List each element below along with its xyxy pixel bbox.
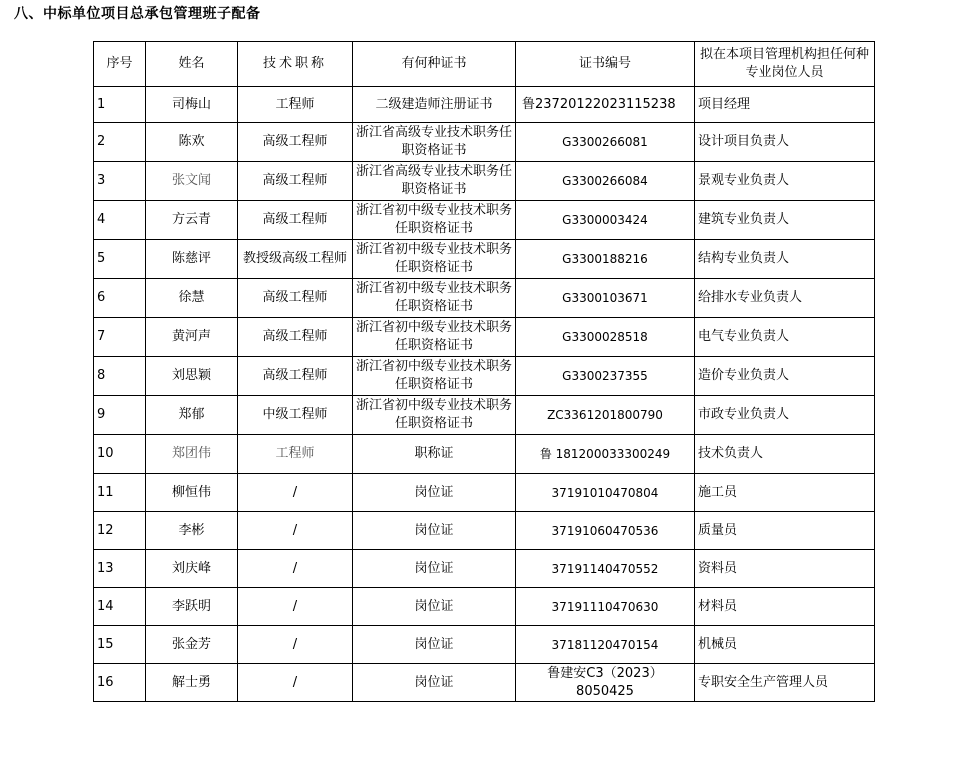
- table-row: [94, 240, 875, 279]
- cell-certificate-number: G3300237355: [516, 357, 695, 396]
- cell-name: 徐慧: [146, 279, 238, 318]
- cell-certificate: 浙江省初中级专业技术职务任职资格证书: [353, 396, 516, 435]
- column-header-title: 技术职称: [238, 42, 353, 87]
- cell-certificate-number: ZC3361201800790: [516, 396, 695, 435]
- cell-name: 刘庆峰: [146, 550, 238, 588]
- cell-position: 电气专业负责人: [695, 318, 875, 357]
- cell-index: 8: [94, 357, 146, 396]
- cell-index: 12: [94, 512, 146, 550]
- table-row: [94, 87, 875, 123]
- cell-index: 10: [94, 435, 146, 474]
- table-header-row: [94, 42, 875, 87]
- cell-certificate: 岗位证: [353, 550, 516, 588]
- table-row: [94, 435, 875, 474]
- cell-title: 高级工程师: [238, 201, 353, 240]
- table-row: [94, 626, 875, 664]
- cell-name: 解士勇: [146, 664, 238, 702]
- cell-name: 张文闻: [146, 162, 238, 201]
- staff-table: [93, 41, 875, 702]
- cell-title: 工程师: [238, 435, 353, 474]
- cell-certificate: 岗位证: [353, 588, 516, 626]
- table-row: [94, 512, 875, 550]
- cell-index: 2: [94, 123, 146, 162]
- cell-position: 造价专业负责人: [695, 357, 875, 396]
- cell-certificate-number: 37191010470804: [516, 474, 695, 512]
- cell-position: 建筑专业负责人: [695, 201, 875, 240]
- cell-index: 3: [94, 162, 146, 201]
- table-row: [94, 162, 875, 201]
- cell-certificate-number: G3300003424: [516, 201, 695, 240]
- cell-title: 高级工程师: [238, 123, 353, 162]
- cell-position: 质量员: [695, 512, 875, 550]
- cell-position: 项目经理: [695, 87, 875, 123]
- cell-name: 司梅山: [146, 87, 238, 123]
- column-header-name: 姓名: [146, 42, 238, 87]
- column-header-certificate: 有何种证书: [353, 42, 516, 87]
- table-row: [94, 279, 875, 318]
- cell-certificate: 岗位证: [353, 474, 516, 512]
- cell-position: 技术负责人: [695, 435, 875, 474]
- cell-certificate: 浙江省初中级专业技术职务任职资格证书: [353, 318, 516, 357]
- cell-position: 设计项目负责人: [695, 123, 875, 162]
- cell-name: 郑郁: [146, 396, 238, 435]
- cell-index: 1: [94, 87, 146, 123]
- cell-certificate: 二级建造师注册证书: [353, 87, 516, 123]
- cell-index: 15: [94, 626, 146, 664]
- cell-certificate-number: G3300188216: [516, 240, 695, 279]
- table-row: [94, 588, 875, 626]
- cell-title: /: [238, 550, 353, 588]
- cell-certificate: 浙江省高级专业技术职务任职资格证书: [353, 162, 516, 201]
- cell-certificate-number: 鲁建安C3（2023）8050425: [516, 664, 695, 702]
- cell-index: 7: [94, 318, 146, 357]
- table-row: [94, 201, 875, 240]
- cell-title: /: [238, 588, 353, 626]
- cell-title: 高级工程师: [238, 357, 353, 396]
- cell-title: 教授级高级工程师: [238, 240, 353, 279]
- column-header-index: 序号: [94, 42, 146, 87]
- cell-position: 机械员: [695, 626, 875, 664]
- cell-certificate-number: G3300266084: [516, 162, 695, 201]
- cell-name: 黄河声: [146, 318, 238, 357]
- table-row: [94, 123, 875, 162]
- cell-position: 给排水专业负责人: [695, 279, 875, 318]
- page-title: 八、中标单位项目总承包管理班子配备: [14, 6, 261, 22]
- cell-title: 工程师: [238, 87, 353, 123]
- cell-certificate: 浙江省初中级专业技术职务任职资格证书: [353, 279, 516, 318]
- cell-name: 郑团伟: [146, 435, 238, 474]
- cell-title: 中级工程师: [238, 396, 353, 435]
- cell-index: 11: [94, 474, 146, 512]
- cell-position: 结构专业负责人: [695, 240, 875, 279]
- cell-position: 专职安全生产管理人员: [695, 664, 875, 702]
- cell-certificate: 浙江省初中级专业技术职务任职资格证书: [353, 357, 516, 396]
- cell-certificate-number: 37191060470536: [516, 512, 695, 550]
- table-row: [94, 474, 875, 512]
- table-row: [94, 318, 875, 357]
- cell-certificate-number: 37191110470630: [516, 588, 695, 626]
- cell-certificate-number: 37181120470154: [516, 626, 695, 664]
- cell-certificate: 浙江省初中级专业技术职务任职资格证书: [353, 240, 516, 279]
- cell-title: 高级工程师: [238, 162, 353, 201]
- table-row: [94, 550, 875, 588]
- cell-title: /: [238, 474, 353, 512]
- cell-certificate: 职称证: [353, 435, 516, 474]
- column-header-position: 拟在本项目管理机构担任何种专业岗位人员: [695, 42, 875, 87]
- cell-title: 高级工程师: [238, 279, 353, 318]
- cell-index: 4: [94, 201, 146, 240]
- cell-certificate: 岗位证: [353, 664, 516, 702]
- column-header-certificate-number: 证书编号: [516, 42, 695, 87]
- cell-index: 6: [94, 279, 146, 318]
- cell-certificate: 浙江省初中级专业技术职务任职资格证书: [353, 201, 516, 240]
- cell-index: 14: [94, 588, 146, 626]
- cell-title: /: [238, 626, 353, 664]
- table-row: [94, 664, 875, 702]
- cell-name: 陈欢: [146, 123, 238, 162]
- cell-name: 李彬: [146, 512, 238, 550]
- cell-certificate-number: 37191140470552: [516, 550, 695, 588]
- cell-certificate-number: G3300028518: [516, 318, 695, 357]
- cell-name: 张金芳: [146, 626, 238, 664]
- cell-position: 景观专业负责人: [695, 162, 875, 201]
- cell-position: 市政专业负责人: [695, 396, 875, 435]
- cell-certificate-number: G3300266081: [516, 123, 695, 162]
- cell-index: 5: [94, 240, 146, 279]
- cell-certificate-number: G3300103671: [516, 279, 695, 318]
- cell-certificate: 浙江省高级专业技术职务任职资格证书: [353, 123, 516, 162]
- cell-index: 13: [94, 550, 146, 588]
- cell-position: 材料员: [695, 588, 875, 626]
- cell-name: 方云青: [146, 201, 238, 240]
- table-row: [94, 357, 875, 396]
- table-row: [94, 396, 875, 435]
- cell-certificate-number: 鲁 181200033300249: [516, 435, 695, 474]
- cell-certificate: 岗位证: [353, 512, 516, 550]
- cell-name: 柳恒伟: [146, 474, 238, 512]
- cell-name: 陈慈评: [146, 240, 238, 279]
- cell-certificate: 岗位证: [353, 626, 516, 664]
- cell-name: 李跃明: [146, 588, 238, 626]
- cell-index: 16: [94, 664, 146, 702]
- cell-name: 刘思颖: [146, 357, 238, 396]
- cell-title: 高级工程师: [238, 318, 353, 357]
- cell-title: /: [238, 664, 353, 702]
- cell-index: 9: [94, 396, 146, 435]
- cell-certificate-number: 鲁23720122023115238: [516, 87, 695, 123]
- cell-position: 施工员: [695, 474, 875, 512]
- cell-position: 资料员: [695, 550, 875, 588]
- cell-title: /: [238, 512, 353, 550]
